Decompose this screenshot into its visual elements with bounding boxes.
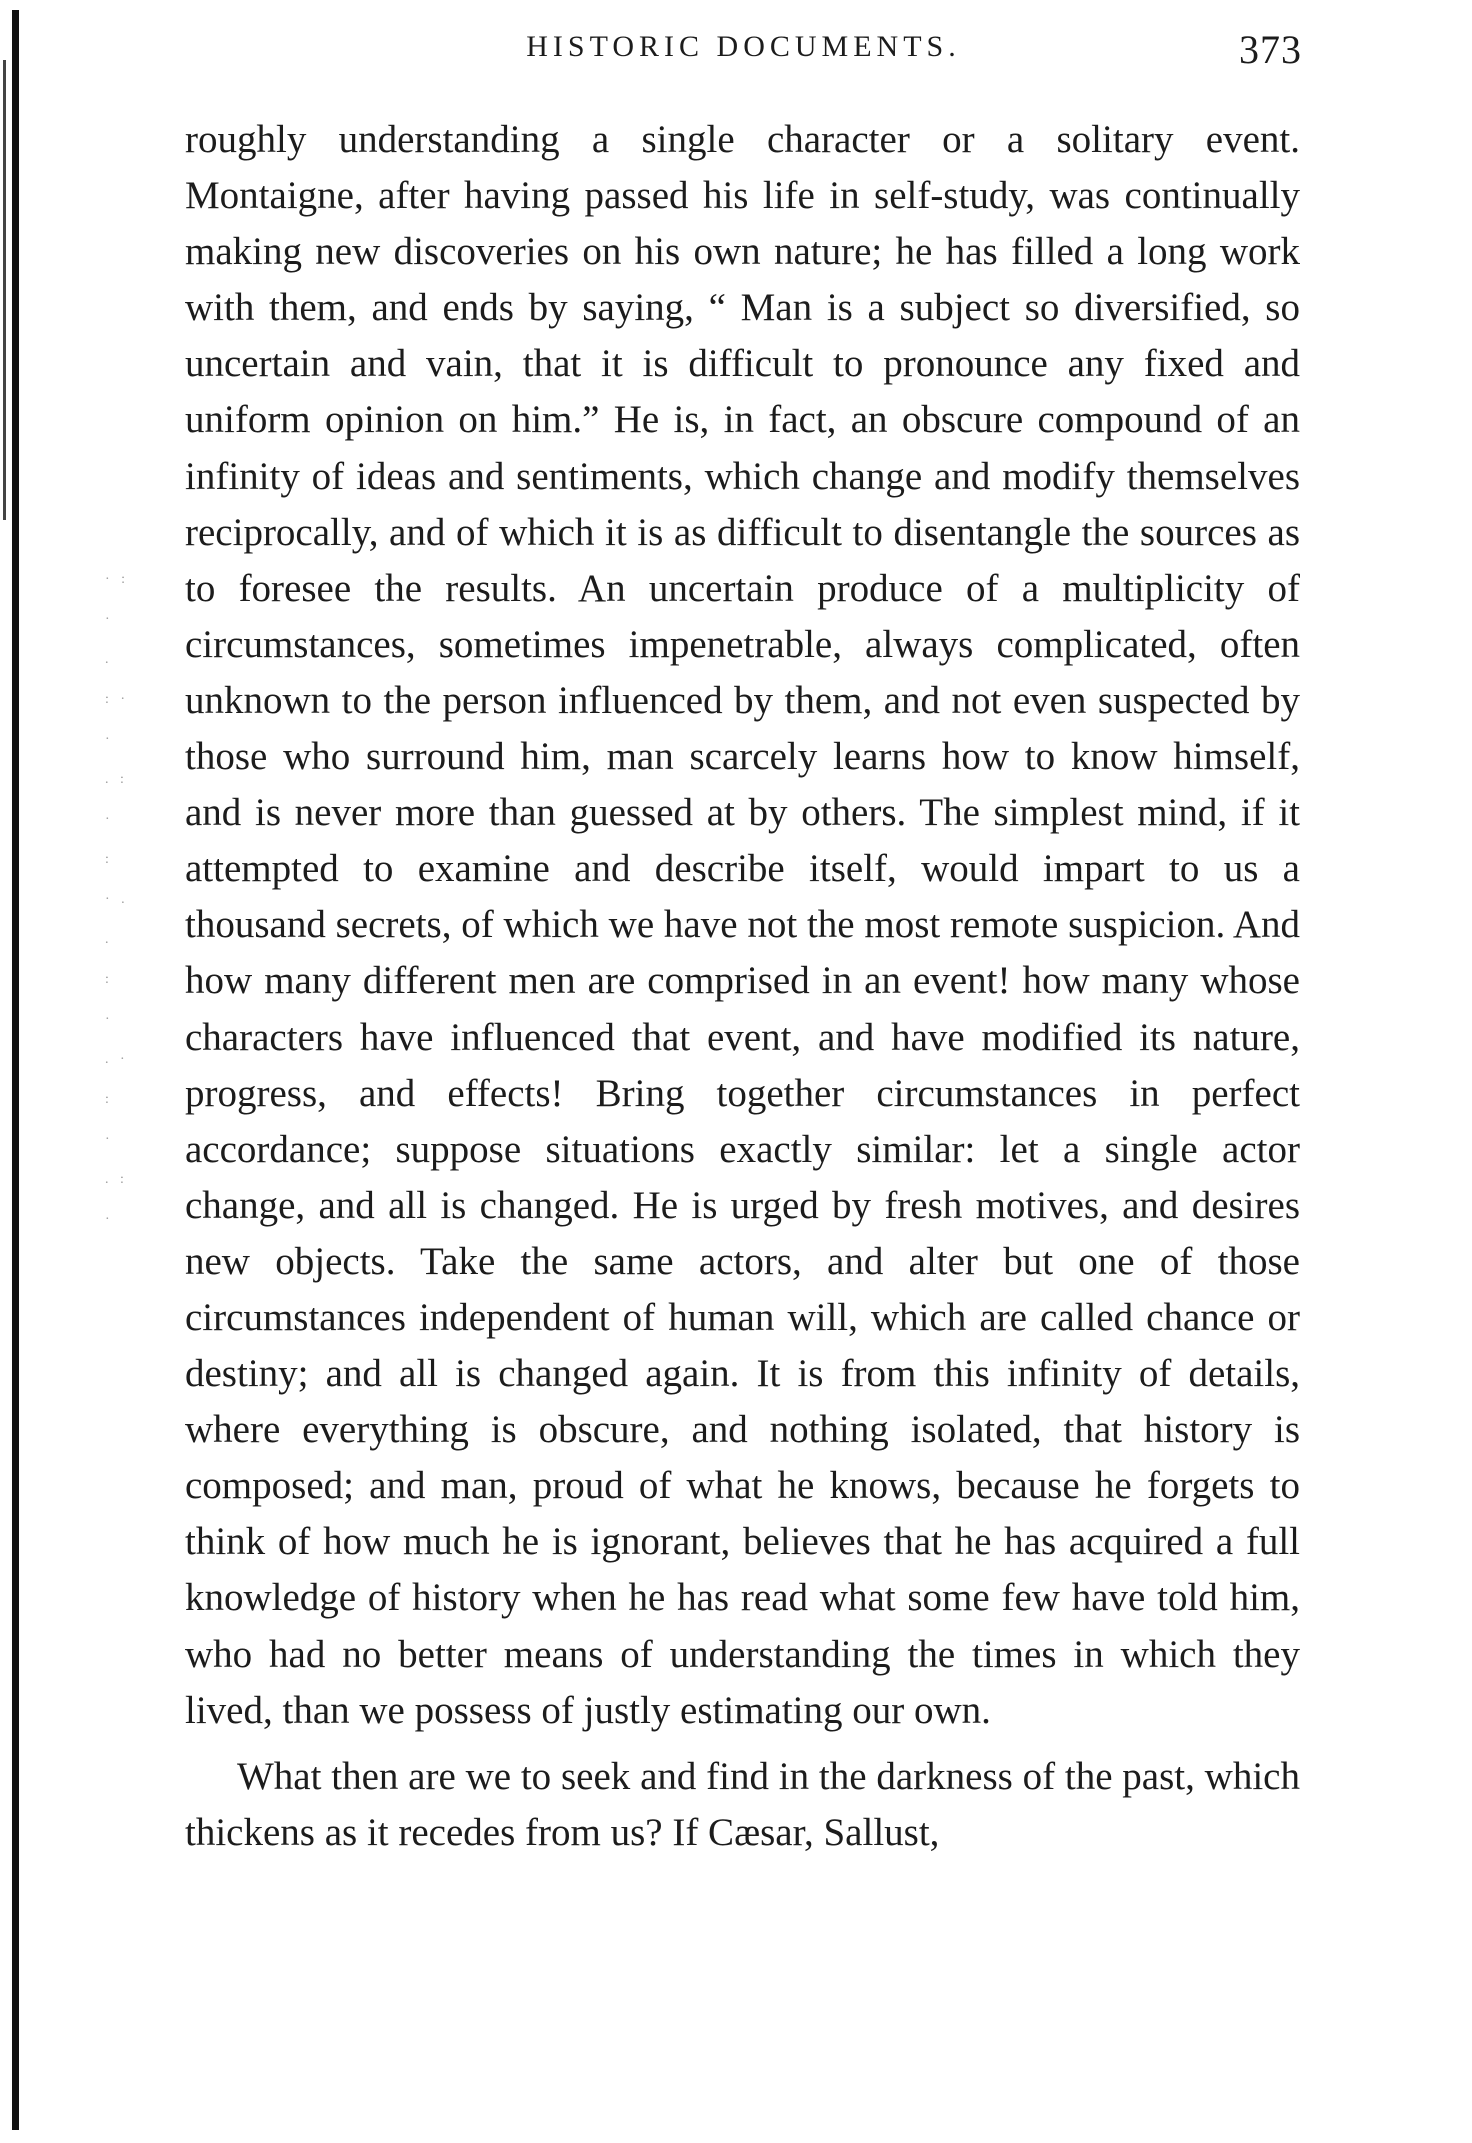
paragraph-continued: roughly understanding a single character or a solitary event. Montaigne, after having passed his life in self-study, was continually making new discoveries on his own nature; he has filled a long work with them, and ends by saying, “ Man is a subject so diversified, so uncertain and vain, that it is difficult to pronounce any fixed and uniform opinion on him.” He is, in fact, an obscure compound of an infinity of ideas and sentiments, which change and modify themselves reciprocally, and of which it is as difficult to disentangle the sources as to foresee the results. An uncertain produce of a multiplicity of circumstances, sometimes impenetrable, always complicated, often unknown to the person influenced by them, and not even suspected by those who surround him, man scarcely learns how to know himself, and is never more than guessed at by others. The simplest mind, if it attempted to examine and describe itself, would impart to us a thousand secrets, of which we have not the most remote suspicion. And how many different men are comprised in an event! how many whose characters have influenced that event, and have modified its nature, progress, and effects! Bring together circumstances in perfect accordance; suppose situations exactly similar: let a single actor change, and all is changed. He is urged by fresh motives, and desires new objects. Take the same actors, and alter but one of those circumstances independent of human will, which are called chance or destiny; and all is changed again. It is from this infinity of details, where everything is obscure, and nothing isolated, that history is composed; and man, proud of what he knows, because he forgets to think of how much he is ignorant, believes that he has acquired a full knowledge of history when he has read what some few have told him, who had no better means of understanding the times in which they lived, than we possess of justly estimating our own.: [185, 118, 1300, 1732]
binding-edge-line: [3, 60, 6, 520]
paragraph: What then are we to seek and find in the darkness of the past, which thickens as it recedes from us? If Cæsar, Sallust,: [185, 1754, 1300, 1854]
page-number: 373: [1239, 27, 1302, 72]
running-title: HISTORIC DOCUMENTS.: [526, 30, 961, 63]
binding-edge-shadow: [12, 10, 19, 2130]
paper-specks: · : · . : · · . : · : · . . : · . · : · . : ·: [105, 572, 130, 1227]
body-text: [185, 112, 1300, 1861]
running-head: [185, 26, 1302, 82]
